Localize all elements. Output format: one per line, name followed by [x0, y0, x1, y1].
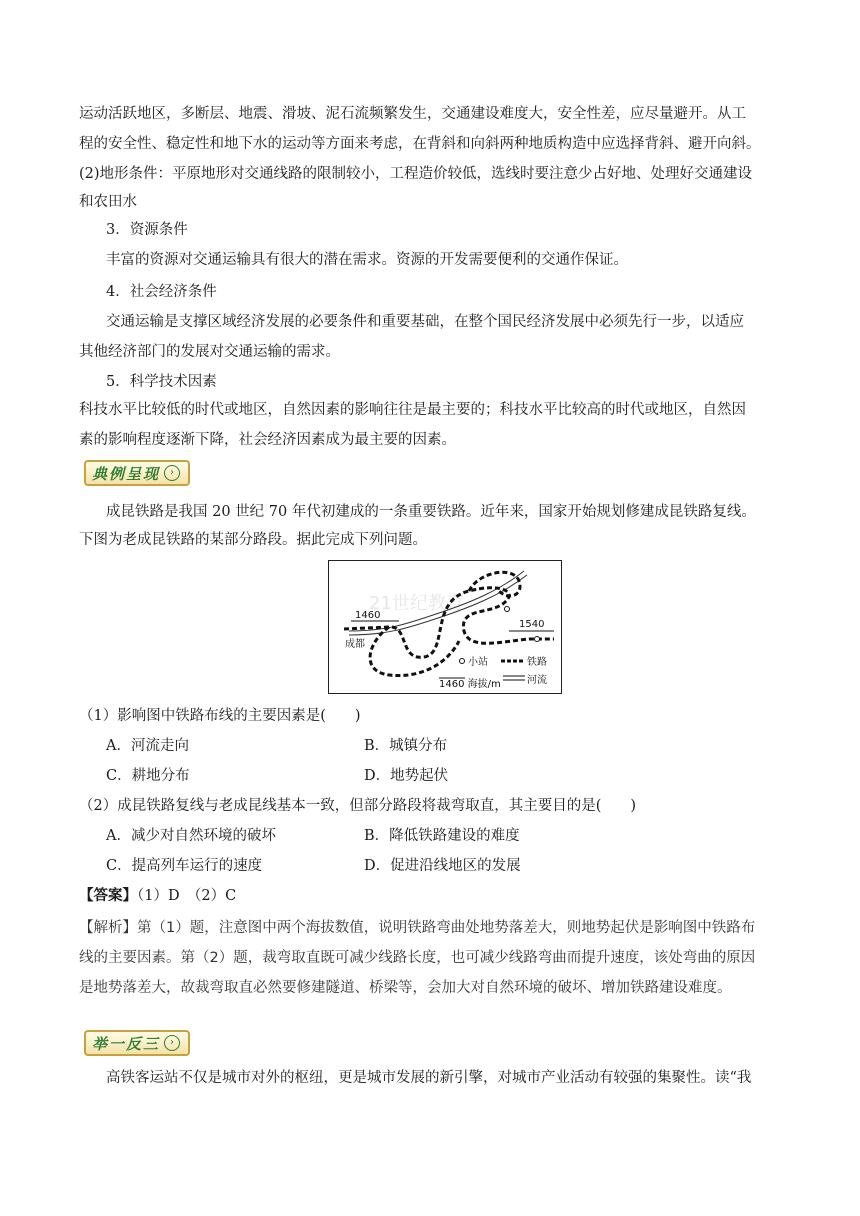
railway-map: [329, 561, 561, 693]
station-icon: [535, 637, 540, 642]
section-heading: 3．资源条件: [106, 222, 188, 238]
watermark: 21世纪教育: [369, 593, 464, 614]
example-badge: [84, 460, 190, 486]
option-b: B．降低铁路建设的难度: [364, 828, 520, 844]
section-heading: 4．社会经济条件: [106, 284, 217, 300]
practice-badge: [84, 1030, 190, 1056]
paragraph-line: (2)地形条件：平原地形对交通线路的限制较小，工程造价较低，选线时要注意少占好地、处理好交通建设: [79, 166, 753, 182]
option-b: B．城镇分布: [364, 738, 448, 754]
railway-line: [469, 572, 520, 596]
paragraph-line: 交通运输是支撑区域经济发展的必要条件和重要基础，在整个国民经济发展中必须先行一步，以适应: [106, 314, 744, 330]
elevation-label-left: 1460: [355, 610, 381, 621]
station-icon: [505, 607, 510, 612]
paragraph-line: 和农田水: [79, 194, 137, 210]
paragraph-line: 丰富的资源对交通运输具有很大的潜在需求。资源的开发需要便利的交通作保证。: [106, 252, 628, 268]
question-stem: （2）成昆铁路复线与老成昆线基本一致，但部分路段将裁弯取直，其主要目的是( ): [79, 798, 637, 814]
paragraph-line: 其他经济部门的发展对交通运输的需求。: [79, 344, 340, 360]
elevation-label-right: 1540: [519, 619, 545, 630]
paragraph-line: 科技水平比较低的时代或地区，自然因素的影响往往是最主要的；科技水平比较高的时代或地区，自然因: [79, 402, 746, 418]
option-c: C．提高列车运行的速度: [106, 858, 263, 874]
option-d: D．促进沿线地区的发展: [364, 858, 521, 874]
legend-railway: 铁路: [527, 657, 547, 668]
example-intro: 下图为老成昆铁路的某部分路段。据此完成下列问题。: [79, 532, 427, 548]
example-intro: 成昆铁路是我国 20 世纪 70 年代初建成的一条重要铁路。近年来，国家开始规划修建成昆铁路复线。: [106, 504, 756, 520]
paragraph-line: 运动活跃地区，多断层、地震、滑坡、泥石流频繁发生，交通建设难度大，安全性差，应尽量避开。从工: [79, 106, 746, 122]
legend-elevation: 1460 海拔/m: [439, 679, 501, 690]
option-a: A．减少对自然环境的破坏: [106, 828, 276, 844]
answer-label: 【答案】: [79, 887, 137, 904]
option-d: D．地势起伏: [364, 768, 449, 784]
analysis-line: 线的主要因素。第（2）题，裁弯取直既可减少线路长度，也可减少线路弯曲而提升速度，该处弯曲的原因: [79, 950, 756, 966]
chevron-right-icon: ›: [164, 465, 180, 481]
railway-line: [370, 627, 459, 676]
paragraph-line: 程的安全性、稳定性和地下水的运动等方面来考虑，在背斜和向斜两种地质构造中应选择背斜、避开向斜。: [79, 136, 761, 152]
station-legend-icon: [460, 659, 465, 664]
option-c: C．耕地分布: [106, 768, 190, 784]
option-a: A．河流走向: [106, 738, 189, 754]
legend-station: 小站: [468, 657, 488, 668]
practice-badge-label: 举一反三: [92, 1034, 161, 1053]
legend-river: 河流: [527, 675, 547, 686]
section-heading: 5．科学技术因素: [106, 374, 217, 390]
railway-map-figure: [328, 560, 562, 694]
answer-text: （1）D （2）C: [137, 888, 237, 904]
example-badge-label: 典例呈现: [92, 464, 161, 483]
practice-intro: 高铁客运站不仅是城市对外的枢纽，更是城市发展的新引擎，对城市产业活动有较强的集聚性。读“我: [106, 1070, 752, 1086]
analysis-line: 【解析】第（1）题，注意图中两个海拔数值，说明铁路弯曲处地势落差大，则地势起伏是影响图中铁路布: [79, 920, 756, 936]
answer-line: [79, 886, 236, 906]
question-stem: （1）影响图中铁路布线的主要因素是( ): [79, 708, 361, 724]
chevron-right-icon: ›: [164, 1035, 180, 1051]
paragraph-line: 素的影响程度逐渐下降，社会经济因素成为最主要的因素。: [79, 432, 456, 448]
city-label: 成都: [345, 639, 365, 650]
analysis-line: 是地势落差大，故裁弯取直必然要修建隧道、桥梁等，会加大对自然环境的破坏、增加铁路建设难度。: [79, 980, 732, 996]
